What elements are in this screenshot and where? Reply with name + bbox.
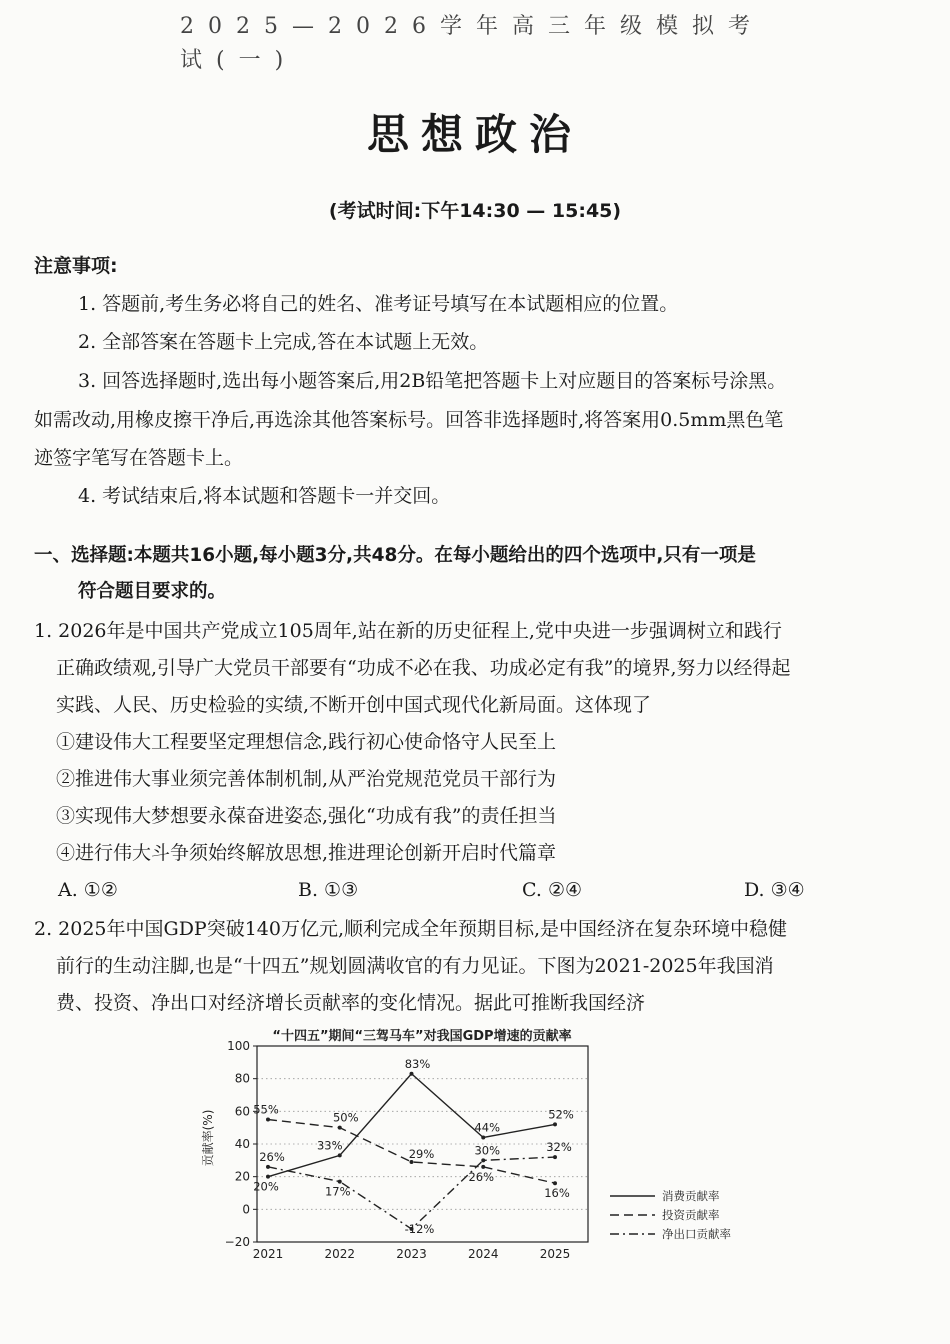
notice-item: 3. 回答选择题时,选出每小题答案后,用2B铅笔把答题卡上对应题目的答案标号涂黑。 (78, 370, 787, 392)
chart-data-point (553, 1122, 557, 1126)
q1-option-d: D. ③④ (744, 879, 805, 901)
chart-y-tick-label: 100 (227, 1039, 250, 1053)
q1-option-b: B. ①③ (298, 879, 359, 901)
chart-data-label: 52% (548, 1107, 574, 1122)
legend-label: 投资贡献率 (662, 1208, 720, 1222)
chart-data-label: 32% (546, 1140, 572, 1155)
page-title: 思想政治 (366, 110, 583, 159)
chart-data-label: 55% (253, 1102, 279, 1117)
chart-x-tick-label: 2024 (467, 1247, 499, 1261)
chart-data-point (266, 1175, 270, 1179)
chart-y-tick-label: 0 (242, 1202, 250, 1217)
section-heading: 一、选择题:本题共16小题,每小题3分,共48分。在每小题给出的四个选项中,只有一项是 (34, 545, 756, 566)
chart-data-point (410, 1072, 414, 1076)
chart-data-label: 17% (324, 1184, 351, 1199)
notice-item: 2. 全部答案在答题卡上完成,答在本试题上无效。 (78, 331, 489, 353)
q1-stem-line: 正确政绩观,引导广大党员干部要有“功成不必在我、功成必定有我”的境界,努力以经得起 (56, 657, 791, 679)
partial-header-title: 2025—2026学年高三年级模拟考试(一) (180, 14, 764, 73)
chart-y-tick-label: −20 (224, 1235, 250, 1249)
chart-y-tick-label: 60 (234, 1104, 250, 1119)
contribution-line-chart (180, 1020, 770, 1265)
chart-y-tick-label: 40 (234, 1137, 250, 1151)
chart-data-label: 30% (474, 1143, 501, 1158)
q1-statement: ④进行伟大斗争须始终解放思想,推进理论创新开启时代篇章 (56, 842, 557, 864)
q1-stem-line: 1. 2026年是中国共产党成立105周年,站在新的历史征程上,党中央进一步强调树立和践行 (34, 620, 782, 642)
q2-stem-line: 2. 2025年中国GDP突破140万亿元,顺利完成全年预期目标,是中国经济在复杂环境中稳健 (34, 918, 788, 940)
notice-item: 1. 答题前,考生务必将自己的姓名、准考证号填写在本试题相应的位置。 (78, 293, 679, 315)
chart-data-label: 26% (468, 1169, 495, 1184)
notice-item: 迹签字笔写在答题卡上。 (34, 447, 244, 469)
chart-data-point (481, 1158, 485, 1162)
chart-x-tick-label: 2025 (539, 1247, 571, 1261)
q2-stem-line: 费、投资、净出口对经济增长贡献率的变化情况。据此可推断我国经济 (56, 992, 646, 1014)
q1-statement: ②推进伟大事业须完善体制机制,从严治党规范党员干部行为 (56, 768, 557, 790)
chart-data-point (481, 1165, 485, 1169)
q1-option-c: C. ②④ (522, 879, 583, 901)
chart-data-label: 29% (408, 1146, 435, 1161)
notice-item: 4. 考试结束后,将本试题和答题卡一并交回。 (78, 485, 451, 507)
notices-heading: 注意事项: (34, 255, 118, 277)
chart-data-point (338, 1180, 342, 1184)
q1-statement: ③实现伟大梦想要永葆奋进姿态,强化“功成有我”的责任担当 (56, 805, 557, 827)
chart-data-point (338, 1126, 342, 1130)
chart-data-label: 16% (544, 1186, 570, 1201)
q2-stem-line: 前行的生动注脚,也是“十四五”规划圆满收官的有力见证。下图为2021-2025年我国消 (56, 955, 774, 977)
chart-data-label: 50% (332, 1110, 359, 1125)
chart-x-tick-label: 2021 (252, 1247, 284, 1261)
chart-data-label: 26% (259, 1149, 285, 1164)
legend-label: 消费贡献率 (662, 1189, 720, 1203)
chart-y-tick-label: 80 (234, 1071, 250, 1086)
exam-time: (考试时间:下午14:30 — 15:45) (328, 200, 622, 222)
section-heading-cont: 符合题目要求的。 (78, 581, 227, 602)
chart-x-tick-label: 2022 (324, 1247, 356, 1261)
q1-stem-line: 实践、人民、历史检验的实绩,不断开创中国式现代化新局面。这体现了 (56, 694, 652, 716)
notice-item: 如需改动,用橡皮擦干净后,再选涂其他答案标号。回答非选择题时,将答案用0.5mm黑色笔 (34, 409, 784, 431)
chart-series-line-3 (268, 1157, 555, 1229)
chart-data-point (338, 1153, 342, 1157)
q1-statement: ①建设伟大工程要坚定理想信念,践行初心使命恪守人民至上 (56, 731, 557, 753)
chart-data-point (266, 1118, 270, 1122)
chart-data-point (553, 1181, 557, 1185)
legend-label: 净出口贡献率 (662, 1227, 731, 1241)
chart-data-label: 20% (253, 1179, 279, 1194)
chart-data-label: 83% (404, 1056, 431, 1071)
chart-x-tick-label: 2023 (396, 1247, 427, 1261)
chart-data-point (266, 1165, 270, 1169)
chart-data-label: -12% (404, 1221, 435, 1236)
chart-y-axis-label: 贡献率(%) (201, 1109, 215, 1167)
chart-title: “十四五”期间“三驾马车”对我国GDP增速的贡献率 (272, 1029, 572, 1044)
chart-data-point (481, 1135, 485, 1139)
chart-data-label: 33% (316, 1138, 343, 1153)
q1-option-a: A. ①② (58, 879, 118, 901)
chart-y-tick-label: 20 (234, 1169, 250, 1184)
chart-data-point (553, 1155, 557, 1159)
chart-data-label: 44% (474, 1120, 501, 1135)
